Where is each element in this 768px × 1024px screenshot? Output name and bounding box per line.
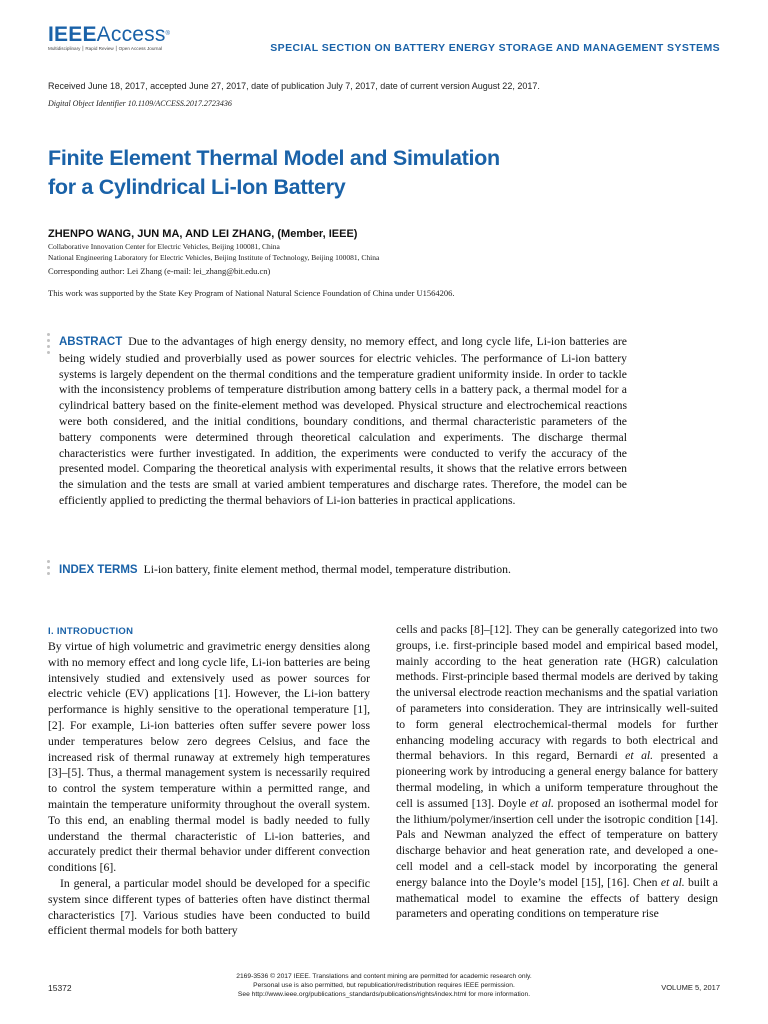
received-dates: Received June 18, 2017, accepted June 27, 2017, date of publication July 7, 2017, date of current version August 22, 2017. (48, 81, 540, 91)
affiliation-2: National Engineering Laboratory for Electric Vehicles, Beijing Institute of Technology, Beijing 100081, China (48, 253, 380, 262)
abstract-heading: ABSTRACT (59, 336, 123, 348)
logo-thin: Access (96, 23, 166, 46)
index-terms (59, 563, 659, 576)
intro-paragraph-2: In general, a particular model should be developed for a specific system since different types of batteries often have distinct thermal characteristics [7]. Various studies have been conducted to build efficient thermal models for both battery (48, 876, 370, 938)
copyright-line-3: See http://www.ieee.org/publications_standards/publications/rights/index.html for more information. (237, 991, 531, 998)
p3-part-d: built a mathematical model to examine the effects of battery design parameters and operating conditions on temperature rise (396, 875, 718, 921)
authors: ZHENPO WANG, JUN MA, AND LEI ZHANG, (Member, IEEE) (48, 228, 358, 240)
title-line-1: Finite Element Thermal Model and Simulation (48, 146, 500, 170)
logo-bold: IEEE (48, 23, 97, 46)
body-column-left (48, 622, 370, 939)
corresponding-author: Corresponding author: Lei Zhang (e-mail: lei_zhang@bit.edu.cn) (48, 266, 271, 276)
section-title: SPECIAL SECTION ON BATTERY ENERGY STORAGE AND MANAGEMENT SYSTEMS (270, 42, 720, 54)
copyright-notice (0, 972, 768, 999)
page-number: 15372 (48, 983, 72, 993)
affiliation-1: Collaborative Innovation Center for Electric Vehicles, Beijing 100081, China (48, 242, 280, 251)
doi: Digital Object Identifier 10.1109/ACCESS.2017.2723436 (48, 99, 232, 108)
journal-logo (48, 24, 170, 52)
abstract-marker-icon (47, 333, 50, 357)
introduction-heading: I. INTRODUCTION (48, 626, 134, 637)
et-al-3: et al. (660, 875, 685, 889)
p3-part-a: cells and packs [8]–[12]. They can be generally categorized into two groups, i.e. first-principle based model and empirical based model, mainly according to the heat generation rate (HGR) calculation methods. First-principle based thermal models are derived by taking the universal electrode reaction mechanisms and the spatial variation of parameters into consideration. They are intrinsically well-suited to form general electrochemical-thermal models for further enhancing modeling accuracy with regards to both electrical and thermal behaviors. In this regard, Bernardi (396, 623, 718, 763)
intro-paragraph-3 (396, 622, 718, 922)
body-column-right (396, 622, 718, 922)
abstract (59, 334, 627, 509)
et-al-1: et al. (625, 749, 654, 763)
index-terms-text: Li-ion battery, finite element method, thermal model, temperature distribution. (143, 563, 511, 576)
funding-note: This work was supported by the State Key Program of National Natural Science Foundation of China under U1564206. (48, 288, 455, 298)
paper-title (48, 144, 500, 202)
intro-paragraph-1: By virtue of high volumetric and gravimetric energy densities along with no memory effect and long cycle life, Li-ion batteries are being intensively studied and extensively used as power sources for electric vehicle (EV) applications [1]. However, the Li-ion battery performance is highly sensitive to the operational temperature [1], [2]. For example, Li-ion batteries often suffer severe power loss under temperatures below zero degrees Celsius, and face the increased risk of thermal runaway at extremely high temperatures [3]–[5]. Thus, a thermal management system is necessarily required to control the system temperature within a permitted range, and maintain the temperature uniformity throughout the overall system. To this end, an enabling thermal model is badly needed to fully understand the thermal characteristic of Li-ion batteries, and accurately predict their thermal behavior under different convection conditions [6]. (48, 640, 370, 875)
p3-part-b: presented a pioneering work by introducing a general energy balance for battery thermal modeling, in which a uniform temperature throughout the cell is assumed [13]. Doyle (396, 749, 719, 810)
copyright-line-2: Personal use is also permitted, but republication/redistribution requires IEEE permission. (253, 982, 515, 989)
p3-part-c: proposed an isothermal model for the lithium/polymer/insertion cell under the isotropic condition [14]. Pals and Newman analyzed the effect of temperature on battery discharge behavior and heat generation rate, and developed a one-cell model and a cell-stack model by incorporating the general energy balance into the Doyle’s model [15], [16]. Chen (396, 796, 718, 889)
logo-registered-mark: ® (165, 31, 171, 37)
logo-wordmark (48, 24, 170, 45)
copyright-line-1: 2169-3536 © 2017 IEEE. Translations and content mining are permitted for academic research only. (236, 973, 532, 980)
index-terms-marker-icon (47, 560, 50, 578)
logo-tagline: Multidisciplinary ⎮ Rapid Review ⎮ Open Access Journal (48, 46, 163, 51)
abstract-text: Due to the advantages of high energy density, no memory effect, and long cycle life, Li-ion batteries are being widely studied and proverbially used as power sources for electric vehicles. The performance of Li-ion battery systems is largely dependent on the thermal conditions and the temperature gradient uniformity inside. In order to tackle with the inconsistency problems of temperature distribution among battery cells in a battery pack, a thermal model for a cylindrical battery based on the finite-element method was developed. Physical structure and electrochemical reactions were both considered, and the initial conditions, boundary conditions, and thermal characteristic parameters of the battery components were determined through theoretical calculation and experiments. The discharge thermal characteristics were further investigated. In addition, the experiments were conducted to verify the accuracy of the presented model. Comparing the theoretical analysis with experimental results, it shows that the relative errors between the simulation and the tests are small at varied ambient temperatures and discharge rates. Therefore, the model can be efficiently applied to predicting the thermal behaviors of Li-ion batteries in practical applications. (59, 335, 627, 507)
title-line-2: for a Cylindrical Li-Ion Battery (48, 175, 346, 199)
et-al-2: et al. (529, 796, 554, 810)
index-terms-heading: INDEX TERMS (59, 564, 138, 576)
volume-label: VOLUME 5, 2017 (661, 983, 720, 992)
